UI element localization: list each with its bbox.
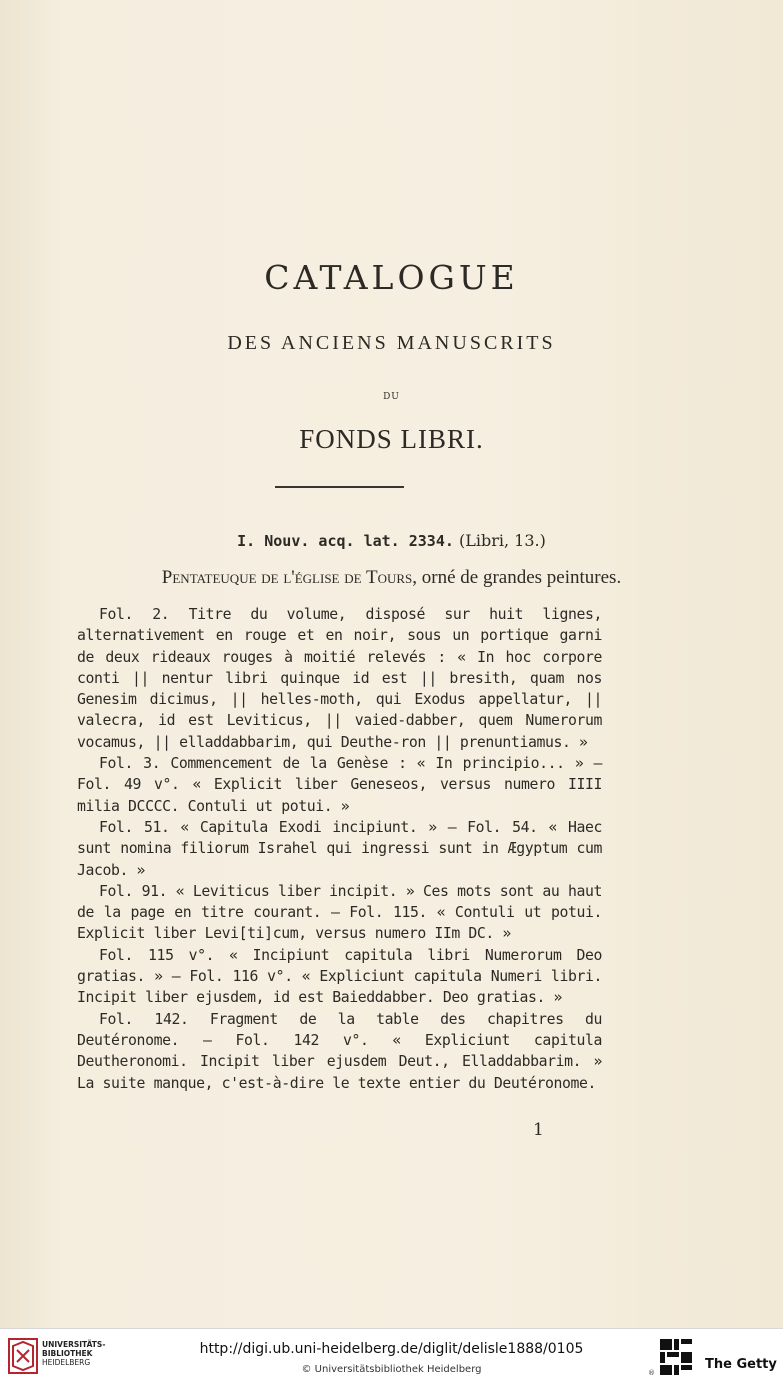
footer-bar <box>0 1328 783 1385</box>
fonds-title: FONDS LIBRI. <box>299 424 484 454</box>
paragraph: Fol. 115 v°. « Incipiunt capitula libri Numerorum Deo gratias. » — Fol. 116 v°. « Expliciunt capitula Numeri libri. Incipit liber ejusdem, id est Baieddabber. Deo gratias. » <box>77 946 602 1007</box>
paragraph: Fol. 142. Fragment de la table des chapitres du Deutéronome. — Fol. 142 v°. « Expliciunt capitula Deutheronomi. Incipit liber ejusdem Deut., Elladdabbarim. » La suite manque, c'est-à-dire le texte entier du Deutéronome. <box>77 1010 602 1092</box>
entry-heading <box>0 531 783 550</box>
entry-source: (Libri, 13.) <box>453 531 546 550</box>
paragraph: Fol. 2. Titre du volume, disposé sur huit lignes, alternativement en rouge et en noir, sous un portique garni de deux rideaux rouges à moitié relevés : « In hoc corpore conti || nentur libri quinque id est || bresith, quam nos Genesim dicimus, || helles-moth, qui Exodus appellatur, || valecra, id est Leviticus, || vaied-dabber, quem Numerorum vocamus, || elladdabbarim, qui Deuthe-ron || prenuntiamus. » <box>77 606 602 751</box>
registered-mark: ® <box>648 1369 655 1377</box>
entry-body <box>77 604 602 1094</box>
entry-subheading <box>0 567 783 589</box>
catalogue-title: CATALOGUE <box>264 258 519 297</box>
entry-subheading-smallcaps: Pentateuque de l'église de Tours, <box>161 567 418 588</box>
getty-logo-icon[interactable] <box>658 1337 694 1377</box>
entry-subheading-rest: orné de grandes peintures. <box>417 567 622 588</box>
source-url-link[interactable]: http://digi.ub.uni-heidelberg.de/diglit/delisle1888/0105 <box>199 1341 584 1357</box>
connector-text: DU <box>383 392 400 402</box>
paragraph: Fol. 3. Commencement de la Genèse : « In principio... » — Fol. 49 v°. « Explicit liber Geneseos, versus numero IIII milia DCCCC. Contuli ut potui. » <box>77 755 602 815</box>
copyright-text: © Universitätsbibliothek Heidelberg <box>301 1364 482 1375</box>
title-divider <box>275 486 404 488</box>
page-number: 1 <box>533 1120 544 1140</box>
paragraph: Fol. 51. « Capitula Exodi incipiunt. » — Fol. 54. « Haec sunt nomina filiorum Israhel qui ingressi sunt in Ægyptum cum Jacob. » <box>77 818 602 879</box>
paragraph: Fol. 91. « Leviticus liber incipit. » Ces mots sont au haut de la page en titre courant. — Fol. 115. « Contuli ut potui. Explicit liber Levi[ti]cum, versus numero IIm DC. » <box>77 882 602 943</box>
getty-label: The Getty <box>705 1357 777 1372</box>
subtitle: DES ANCIENS MANUSCRITS <box>227 332 556 354</box>
university-name: UNIVERSITÄTS- BIBLIOTHEK HEIDELBERG <box>42 1340 106 1367</box>
entry-number: I. Nouv. acq. lat. 2334. <box>237 532 454 550</box>
